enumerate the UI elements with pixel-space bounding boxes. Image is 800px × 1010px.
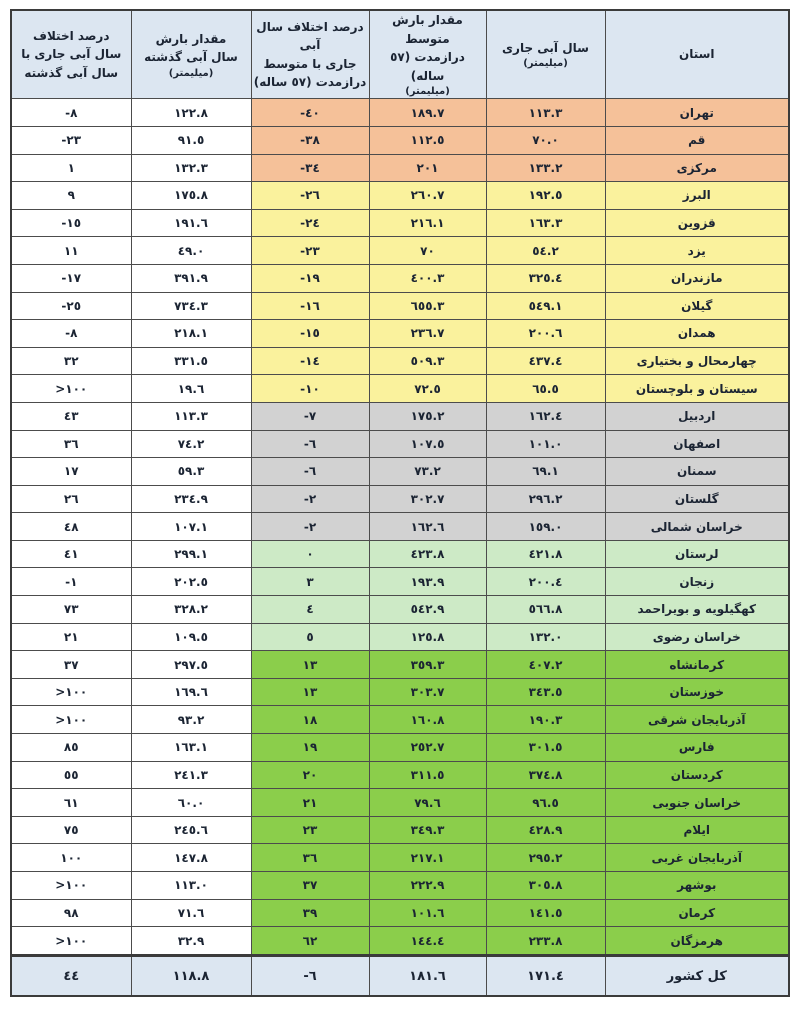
diff_longterm-cell: ٥ [251,623,369,651]
province-cell: مازندران [605,264,789,292]
diff_lastyear-cell: ٨٥ [11,734,131,762]
province-cell: ایلام [605,816,789,844]
table-row [11,99,789,127]
province-cell: گلستان [605,485,789,513]
column-header-line: سال آبی جاری با [21,47,122,62]
table-row [11,485,789,513]
column-header-line: مقدار بارش متوسط [392,13,463,46]
total-lastyear-cell: ١١٨.٨ [131,956,251,997]
diff_longterm-cell: -٦ [251,430,369,458]
lastyear-cell: ١٠٩.٥ [131,623,251,651]
current-cell: ٢٠٠.٤ [486,568,605,596]
lastyear-cell: ٥٩.٣ [131,458,251,486]
current-cell: ٩٦.٥ [486,789,605,817]
lastyear-cell: ١٦٩.٦ [131,678,251,706]
longterm-cell: ٢٣٦.٧ [369,320,486,348]
province-cell: آذربایجان غربی [605,844,789,872]
diff_longterm-cell: ٢١ [251,789,369,817]
total-current-cell: ١٧١.٤ [486,956,605,997]
diff_lastyear-cell: ٩٨ [11,899,131,927]
lastyear-cell: ٣٩١.٩ [131,264,251,292]
column-header-unit: (میلیمتر) [405,86,450,98]
diff_lastyear-cell: ٦١ [11,789,131,817]
province-cell: هرمزگان [605,927,789,956]
table-row [11,126,789,154]
table-row [11,292,789,320]
lastyear-cell: ١٠٧.١ [131,513,251,541]
longterm-cell: ١٢٥.٨ [369,623,486,651]
lastyear-cell: ٦٠.٠ [131,789,251,817]
table-row [11,182,789,210]
longterm-cell: ٣٠٢.٧ [369,485,486,513]
column-header-province [605,10,789,99]
table-row [11,513,789,541]
diff_longterm-cell: -٢٤ [251,209,369,237]
province-cell: چهارمحال و بختیاری [605,347,789,375]
lastyear-cell: ٩٣.٢ [131,706,251,734]
current-cell: ٤٠٧.٢ [486,651,605,679]
diff_longterm-cell: -١٤ [251,347,369,375]
current-cell: ٦٩.١ [486,458,605,486]
longterm-cell: ٣١١.٥ [369,761,486,789]
rainfall-table [10,9,790,997]
current-cell: ١٩٠.٣ [486,706,605,734]
current-cell: ١٠١.٠ [486,430,605,458]
column-header-line: استان [678,47,715,62]
diff_longterm-cell: ٢٠ [251,761,369,789]
diff_longterm-cell: ٣٦ [251,844,369,872]
diff_lastyear-cell: ٣٧ [11,651,131,679]
province-cell: خراسان رضوی [605,623,789,651]
table-row [11,844,789,872]
longterm-cell: ٣٥٩.٣ [369,651,486,679]
diff_longterm-cell: -٧ [251,402,369,430]
diff_lastyear-cell: >١٠٠ [11,927,131,956]
lastyear-cell: ١٣٢.٣ [131,154,251,182]
current-cell: ٣٤٣.٥ [486,678,605,706]
lastyear-cell: ١٩١.٦ [131,209,251,237]
header-row [11,10,789,99]
lastyear-cell: ٣٢٨.٢ [131,596,251,624]
total-longterm-cell: ١٨١.٦ [369,956,486,997]
lastyear-cell: ١٧٥.٨ [131,182,251,210]
lastyear-cell: ١٦٣.١ [131,734,251,762]
diff_longterm-cell: -٢ [251,485,369,513]
diff_longterm-cell: -٢ [251,513,369,541]
diff_lastyear-cell: -١٥ [11,209,131,237]
diff_longterm-cell: -٢٦ [251,182,369,210]
table-row [11,734,789,762]
diff_longterm-cell: ٠ [251,540,369,568]
province-cell: کهگیلویه و بویراحمد [605,596,789,624]
table-row [11,623,789,651]
longterm-cell: ٢٥٢.٧ [369,734,486,762]
diff_longterm-cell: ١٨ [251,706,369,734]
longterm-cell: ١٨٩.٧ [369,99,486,127]
longterm-cell: ٣٠٣.٧ [369,678,486,706]
longterm-cell: ٢٠١ [369,154,486,182]
lastyear-cell: ١١٣.٣ [131,402,251,430]
current-cell: ٣٠٥.٨ [486,872,605,900]
table-row [11,402,789,430]
table-row [11,899,789,927]
longterm-cell: ٢٢٢.٩ [369,872,486,900]
province-cell: مرکزی [605,154,789,182]
current-cell: ٤٢٨.٩ [486,816,605,844]
diff_lastyear-cell: ١٧ [11,458,131,486]
current-cell: ١٤١.٥ [486,899,605,927]
column-header-unit: (میلیمتر) [523,58,568,70]
current-cell: ٤٢١.٨ [486,540,605,568]
total-diff_longterm-cell: -٦ [251,956,369,997]
lastyear-cell: ٣٢.٩ [131,927,251,956]
diff_lastyear-cell: ٤٣ [11,402,131,430]
column-header-diff_lastyear [11,10,131,99]
lastyear-cell: ٢٤٥.٦ [131,816,251,844]
diff_longterm-cell: -٣٤ [251,154,369,182]
diff_lastyear-cell: ٢٦ [11,485,131,513]
diff_lastyear-cell: ١١ [11,237,131,265]
column-header-longterm [369,10,486,99]
diff_longterm-cell: -٤٠ [251,99,369,127]
current-cell: ٥٤٩.١ [486,292,605,320]
lastyear-cell: ٢١٨.١ [131,320,251,348]
province-cell: آذربایجان شرقی [605,706,789,734]
diff_longterm-cell: ١٩ [251,734,369,762]
province-cell: خراسان جنوبی [605,789,789,817]
diff_longterm-cell: ٣ [251,568,369,596]
province-cell: سمنان [605,458,789,486]
table-row [11,927,789,956]
current-cell: ٦٥.٥ [486,375,605,403]
longterm-cell: ١٩٣.٩ [369,568,486,596]
lastyear-cell: ٧٣٤.٣ [131,292,251,320]
province-cell: کرمانشاه [605,651,789,679]
total-diff_lastyear-cell: ٤٤ [11,956,131,997]
current-cell: ٤٣٧.٤ [486,347,605,375]
longterm-cell: ٢٦٠.٧ [369,182,486,210]
diff_longterm-cell: -٣٨ [251,126,369,154]
diff_lastyear-cell: -٨ [11,99,131,127]
column-header-unit: (میلیمتر) [168,67,214,79]
table-row [11,789,789,817]
table-row [11,237,789,265]
province-cell: خراسان شمالی [605,513,789,541]
longterm-cell: ١٠١.٦ [369,899,486,927]
table-body [11,99,789,956]
longterm-cell: ١٦٠.٨ [369,706,486,734]
diff_lastyear-cell: ٣٦ [11,430,131,458]
province-cell: کرمان [605,899,789,927]
current-cell: ٣٢٥.٤ [486,264,605,292]
current-cell: ١١٣.٣ [486,99,605,127]
longterm-cell: ٤٢٣.٨ [369,540,486,568]
province-cell: گیلان [605,292,789,320]
diff_lastyear-cell: >١٠٠ [11,872,131,900]
longterm-cell: ٢١٦.١ [369,209,486,237]
longterm-cell: ٧٠ [369,237,486,265]
current-cell: ٥٦٦.٨ [486,596,605,624]
diff_lastyear-cell: ٣٢ [11,347,131,375]
current-cell: ٢٩٥.٢ [486,844,605,872]
diff_lastyear-cell: -٢٣ [11,126,131,154]
current-cell: ٣٠١.٥ [486,734,605,762]
province-cell: سیستان و بلوچستان [605,375,789,403]
column-header-line: درازمدت (٥٧ ساله) [390,50,465,83]
lastyear-cell: ٢٠٢.٥ [131,568,251,596]
diff_lastyear-cell: ٩ [11,182,131,210]
diff_lastyear-cell: ١٠٠ [11,844,131,872]
lastyear-cell: ١٤٧.٨ [131,844,251,872]
longterm-cell: ٥٤٢.٩ [369,596,486,624]
province-cell: فارس [605,734,789,762]
column-header-line: مقدار بارش [155,31,227,46]
column-header-line: سال آبی جاری [502,40,589,55]
lastyear-cell: ١١٣.٠ [131,872,251,900]
table-row [11,816,789,844]
column-header-line: جاری با متوسط [263,56,357,71]
province-cell: زنجان [605,568,789,596]
lastyear-cell: ٩١.٥ [131,126,251,154]
table-row [11,596,789,624]
column-header-line: درصد اختلاف سال آبی [256,19,364,53]
diff_lastyear-cell: >١٠٠ [11,706,131,734]
longterm-cell: ١٤٤.٤ [369,927,486,956]
diff_lastyear-cell: ٧٣ [11,596,131,624]
longterm-cell: ٤٠٠.٣ [369,264,486,292]
table-row [11,154,789,182]
province-cell: بوشهر [605,872,789,900]
current-cell: ١٦٢.٤ [486,402,605,430]
table-row [11,209,789,237]
diff_longterm-cell: ٦٢ [251,927,369,956]
longterm-cell: ١٠٧.٥ [369,430,486,458]
longterm-cell: ٢١٧.١ [369,844,486,872]
column-header-line: سال آبی گذشته [144,50,238,65]
diff_lastyear-cell: -٨ [11,320,131,348]
longterm-cell: ١١٢.٥ [369,126,486,154]
table-row [11,375,789,403]
diff_lastyear-cell: -١ [11,568,131,596]
diff_lastyear-cell: ٧٥ [11,816,131,844]
current-cell: ٣٧٤.٨ [486,761,605,789]
diff_longterm-cell: ٢٣ [251,816,369,844]
diff_longterm-cell: -٢٣ [251,237,369,265]
table-row [11,761,789,789]
table-row [11,430,789,458]
diff_lastyear-cell: >١٠٠ [11,678,131,706]
table-header [11,10,789,99]
province-cell: کردستان [605,761,789,789]
table-row [11,872,789,900]
current-cell: ١٥٩.٠ [486,513,605,541]
province-cell: اصفهان [605,430,789,458]
longterm-cell: ١٧٥.٢ [369,402,486,430]
province-cell: اردبیل [605,402,789,430]
total-row [11,956,789,997]
column-header-current [486,10,605,99]
current-cell: ٢٠٠.٦ [486,320,605,348]
lastyear-cell: ١٩.٦ [131,375,251,403]
column-header-lastyear [131,10,251,99]
total-label-cell: کل کشور [605,956,789,997]
lastyear-cell: ٢٤١.٣ [131,761,251,789]
table-row [11,651,789,679]
diff_lastyear-cell: ٤١ [11,540,131,568]
diff_lastyear-cell: ١ [11,154,131,182]
diff_lastyear-cell: ٤٨ [11,513,131,541]
lastyear-cell: ١٢٢.٨ [131,99,251,127]
province-cell: خوزستان [605,678,789,706]
lastyear-cell: ٧٤.٢ [131,430,251,458]
diff_longterm-cell: ١٣ [251,651,369,679]
longterm-cell: ٥٠٩.٣ [369,347,486,375]
longterm-cell: ١٦٢.٦ [369,513,486,541]
table-row [11,678,789,706]
table-row [11,347,789,375]
diff_longterm-cell: -٦ [251,458,369,486]
longterm-cell: ٧٢.٥ [369,375,486,403]
diff_longterm-cell: -١٩ [251,264,369,292]
table-row [11,458,789,486]
current-cell: ٥٤.٢ [486,237,605,265]
longterm-cell: ٧٣.٢ [369,458,486,486]
province-cell: تهران [605,99,789,127]
diff_lastyear-cell: >١٠٠ [11,375,131,403]
diff_lastyear-cell: ٢١ [11,623,131,651]
diff_longterm-cell: ٣٩ [251,899,369,927]
diff_longterm-cell: -١٠ [251,375,369,403]
table-footer [11,956,789,997]
table-row [11,568,789,596]
table-row [11,264,789,292]
current-cell: ٧٠.٠ [486,126,605,154]
province-cell: یزد [605,237,789,265]
diff_longterm-cell: ٣٧ [251,872,369,900]
longterm-cell: ٦٥٥.٣ [369,292,486,320]
diff_lastyear-cell: -٢٥ [11,292,131,320]
longterm-cell: ٣٤٩.٣ [369,816,486,844]
column-header-diff_longterm [251,10,369,99]
column-header-line: درازمدت (٥٧ ساله) [253,75,367,90]
lastyear-cell: ٢٩٧.٥ [131,651,251,679]
current-cell: ١٩٢.٥ [486,182,605,210]
province-cell: البرز [605,182,789,210]
table-row [11,706,789,734]
lastyear-cell: ٧١.٦ [131,899,251,927]
current-cell: ١٣٣.٢ [486,154,605,182]
diff_lastyear-cell: -١٧ [11,264,131,292]
table-row [11,320,789,348]
table-row [11,540,789,568]
province-cell: قم [605,126,789,154]
lastyear-cell: ٤٩.٠ [131,237,251,265]
column-header-line: درصد اختلاف [33,28,110,43]
lastyear-cell: ٢٩٩.١ [131,540,251,568]
province-cell: همدان [605,320,789,348]
diff_longterm-cell: -١٥ [251,320,369,348]
longterm-cell: ٧٩.٦ [369,789,486,817]
current-cell: ٢٩٦.٢ [486,485,605,513]
diff_longterm-cell: -١٦ [251,292,369,320]
column-header-line: سال آبی گذشته [24,65,119,80]
diff_lastyear-cell: ٥٥ [11,761,131,789]
current-cell: ٢٣٣.٨ [486,927,605,956]
diff_longterm-cell: ١٣ [251,678,369,706]
province-cell: قزوین [605,209,789,237]
diff_longterm-cell: ٤ [251,596,369,624]
current-cell: ١٣٢.٠ [486,623,605,651]
lastyear-cell: ٢٣٤.٩ [131,485,251,513]
province-cell: لرستان [605,540,789,568]
lastyear-cell: ٣٣١.٥ [131,347,251,375]
current-cell: ١٦٣.٣ [486,209,605,237]
